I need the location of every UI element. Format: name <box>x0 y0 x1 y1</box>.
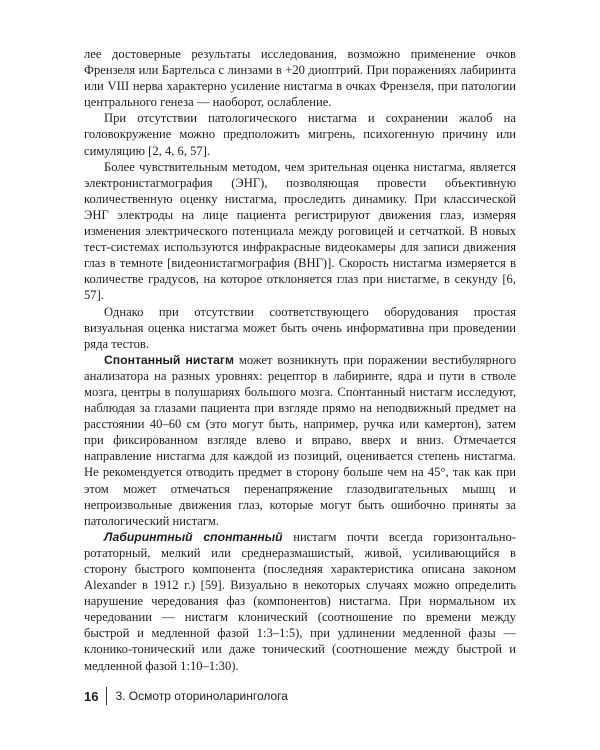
paragraph-4: Однако при отсутствии соответствующего оборудования простая визуальная оценка нистагма может быть очень информативна при проведении ряда тестов. <box>84 304 516 351</box>
paragraph-6 <box>84 529 516 674</box>
paragraph-3: Более чувствительным методом, чем зрительная оценка нистагма, является электронистагмография (ЭНГ), позволяющая провести объективную количественную оценку нистагма, проследить динамику. При классической ЭНГ электроды на лице пациента регистрируют движения глаз, измеряя изменения электрического потенциала между роговицей и сетчаткой. В новых тест-системах используются инфракрасные видеокамеры для записи движения глаз в темноте [видеонистагмография (ВНГ)]. Скорость нистагма измеряется в количестве градусов, на которое отклоняется глаз при нистагме, в секунду [6, 57]. <box>84 159 516 303</box>
paragraph-5-text: может возникнуть при поражении вестибулярного анализатора на разных уровнях: рецептор в лабиринте, ядра и пути в стволе мозга, центры в полушариях большого мозга. Спонтанный нистагм исследуют, наблюдая за глазами пациента при взгляде прямо на неподвижный предмет на расстоянии 40–60 см (это могут быть, например, ручка или камертон), затем при фиксированном взгляде влево и вправо, вверх и вниз. Отмечается направление нистагма для каждой из позиций, оценивается степень нистагма. Не рекомендуется отводить предмет в сторону больше чем на 45°, так как при этом может отмечаться перенапряжение глазодвигательных мышц и непроизвольные движения глаз, которые могут быть ошибочно приняты за патологический нистагм. <box>84 352 517 528</box>
paragraph-6-text: нистагм почти всегда горизонтально-ротаторный, мелкий или среднеразмашистый, живой, усиливающийся в сторону быстрого компонента (последняя характеристика описана законом Alexander в 1912 г.) [59]. Визуально в некоторых случаях можно определить нарушение чередования фаз (компонентов) нистагма. При нормальном их чередовании — нистагм клонический (соотношение по времени между быстрой и медленной фазой 1:3–1:5), при удлинении медленной фазы — клонико-тонический или даже тонический (соотношение между быстрой и медленной фазой 1:10–1:30). <box>84 529 516 673</box>
page-number: 16 <box>84 688 99 704</box>
running-title: 3. Осмотр оториноларинголога <box>115 689 288 703</box>
footer-divider <box>106 687 107 705</box>
page-body <box>84 46 516 674</box>
term-labyrinth-spontaneous: Лабиринтный спонтанный <box>104 529 283 544</box>
page-footer <box>84 687 288 705</box>
paragraph-1: лее достоверные результаты исследования, возможно применение очков Френзеля или Бартельса с линзами в +20 диоптрий. При поражениях лабиринта или VIII нерва характерно усиление нистагма в очках Френзеля, при патологии центрального генеза — наоборот, ослабление. <box>84 47 516 110</box>
term-spontaneous-nystagmus: Спонтанный нистагм <box>104 352 234 367</box>
paragraph-5 <box>84 352 516 529</box>
paragraph-2: При отсутствии патологического нистагма и сохранении жалоб на головокружение можно предположить мигрень, психогенную причину или симуляцию [2, 4, 6, 57]. <box>84 111 516 158</box>
